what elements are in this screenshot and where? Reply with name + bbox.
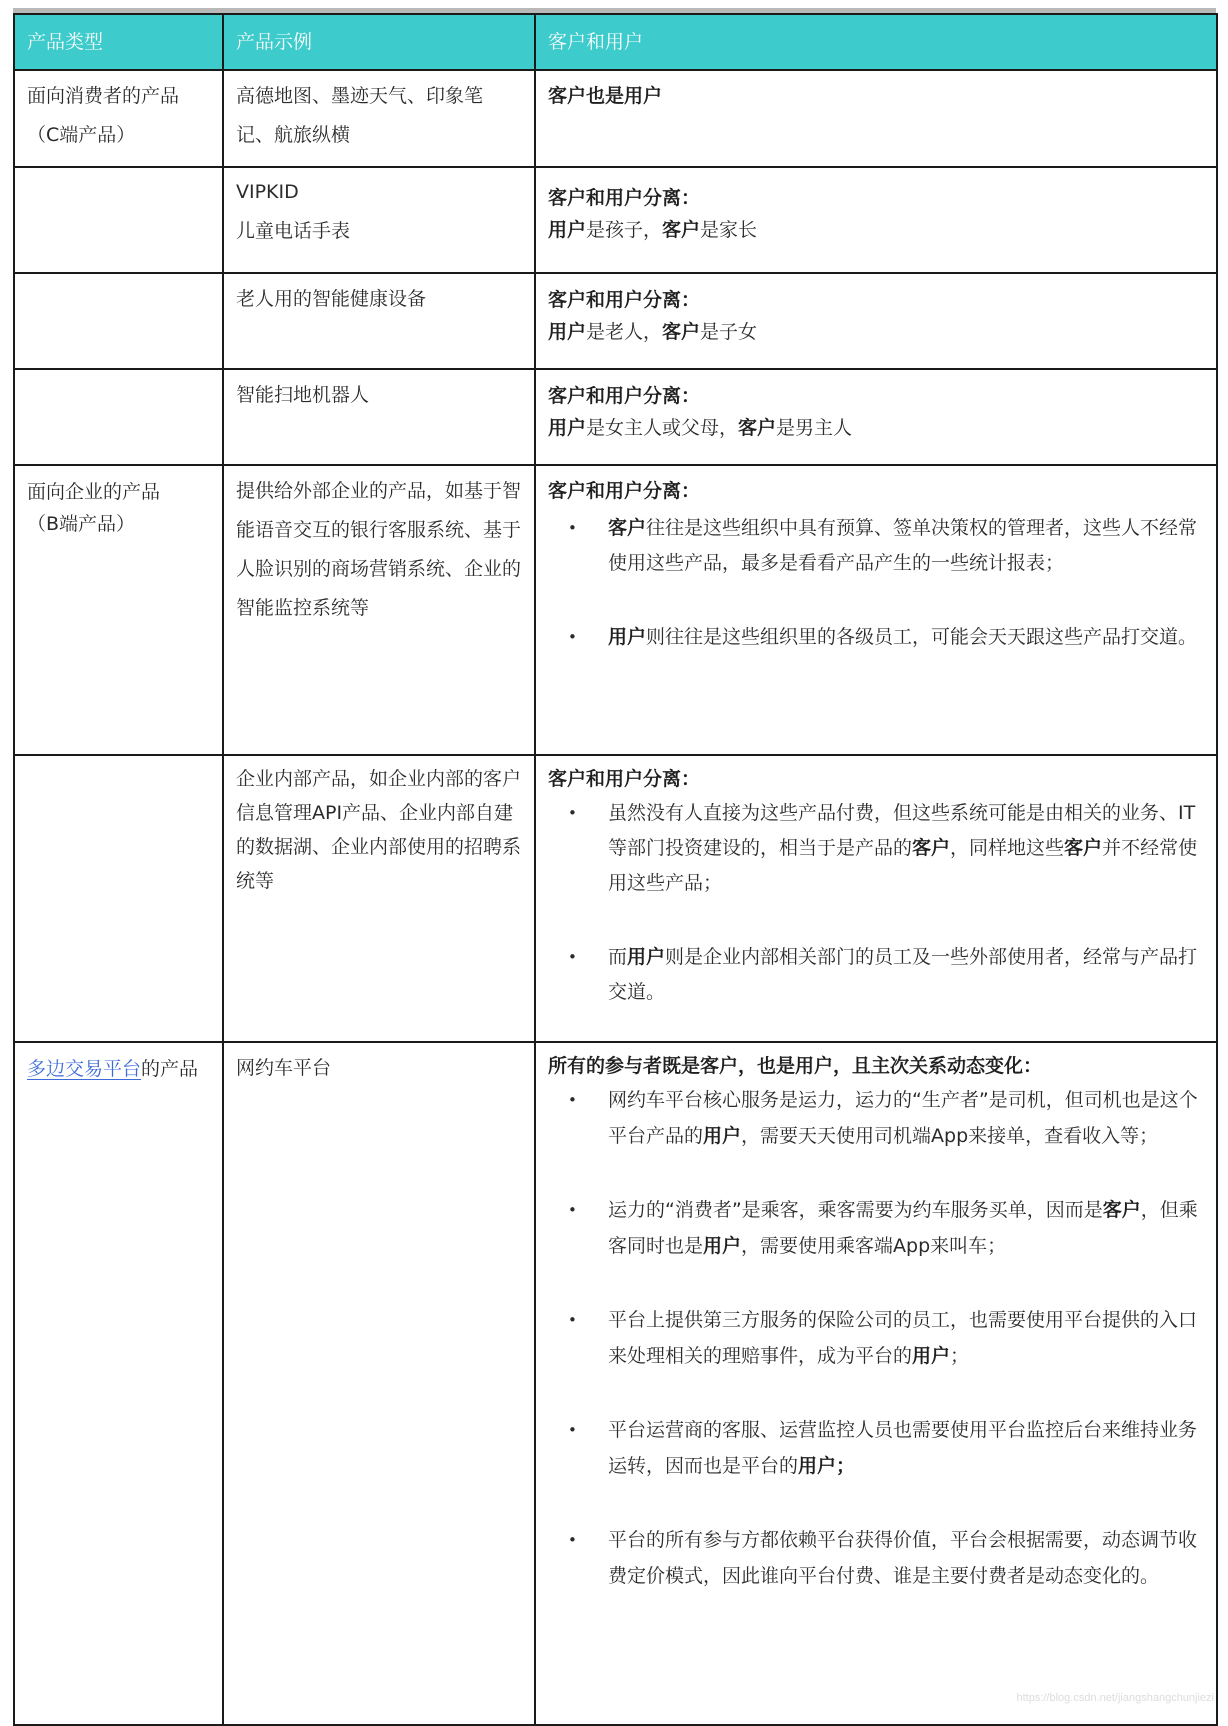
- relation-title: 客户和用户分离：: [548, 768, 701, 790]
- type-text: 面向消费者的产品: [27, 85, 180, 107]
- detail-text: 是家长: [700, 219, 758, 241]
- detail-text: 是子女: [700, 321, 758, 343]
- bold-term: 客户: [662, 219, 701, 241]
- bullet-text: 并不经常使用这些产品；: [608, 837, 1198, 894]
- relation-title: 客户和用户分离：: [548, 187, 701, 209]
- relation-title: 客户也是用户: [548, 85, 663, 107]
- relation-title: 客户和用户分离：: [548, 385, 701, 407]
- bullet-item: [548, 1413, 1204, 1484]
- bullet-text: ，需要使用乘客端App来叫车；: [741, 1234, 1007, 1257]
- bold-term: 用户: [548, 417, 587, 439]
- bold-term: 客户: [738, 417, 777, 439]
- bullet-item: [548, 620, 1204, 655]
- bullet-text: ；: [950, 1344, 970, 1367]
- bullet-text: 往往是这些组织中具有预算、签单决策权的管理者，这些人不经常使用这些产品，最多是看看产品产生的一些统计报表；: [608, 517, 1198, 574]
- example-text: VIPKID: [236, 181, 299, 203]
- bullet-text: 而: [608, 946, 628, 968]
- cell-relation: [535, 1042, 1217, 1725]
- bullet-item: [548, 1083, 1204, 1154]
- relation-detail: [548, 412, 1204, 444]
- table-row: [14, 465, 1217, 755]
- table-row: [14, 369, 1217, 465]
- detail-text: 是孩子，: [586, 219, 663, 241]
- bold-term: 用户: [548, 219, 587, 241]
- detail-text: 是男主人: [776, 417, 853, 439]
- table-row: [14, 70, 1217, 167]
- cell-product-example: [223, 369, 535, 465]
- relation-bullet-list: [548, 511, 1204, 655]
- type-text: 的产品: [141, 1058, 199, 1080]
- type-text: 面向企业的产品: [27, 481, 161, 503]
- bullet-text: 网约车平台核心服务是运力，运力的“生产者”是司机，但司机也是这个平台产品的: [608, 1089, 1198, 1147]
- cell-relation: [535, 167, 1217, 273]
- cell-relation: [535, 755, 1217, 1042]
- bold-term: 客户: [662, 321, 701, 343]
- bullet-item: [548, 511, 1204, 581]
- header-product-type: 产品类型: [14, 14, 223, 70]
- type-subtext: （B端产品）: [27, 513, 136, 535]
- relation-title: 客户和用户分离：: [548, 480, 701, 502]
- header-product-example: 产品示例: [223, 14, 535, 70]
- bullet-item: [548, 1193, 1204, 1264]
- example-text: 网约车平台: [236, 1057, 332, 1079]
- example-text: 企业内部产品，如企业内部的客户信息管理API产品、企业内部自建的数据湖、企业内部使用的招聘系统等: [236, 768, 522, 892]
- cell-relation: [535, 70, 1217, 167]
- bullet-text: 平台的所有参与方都依赖平台获得价值，平台会根据需要，动态调节收费定价模式，因此谁向平台付费、谁是主要付费者是动态变化的。: [608, 1529, 1198, 1587]
- cell-relation: [535, 369, 1217, 465]
- bullet-text: 虽然没有人直接为这些产品付费，但这些系统可能是由相关的业务、IT等部门投资建设的，相当于是产品的: [608, 802, 1196, 859]
- customer-user-table: [13, 13, 1218, 1726]
- detail-text: 是老人，: [586, 321, 663, 343]
- relation-title: 所有的参与者既是客户，也是用户，且主次关系动态变化：: [548, 1055, 1043, 1077]
- relation-detail: [548, 316, 1204, 348]
- cell-relation: [535, 273, 1217, 369]
- bold-term: 客户: [1064, 837, 1103, 859]
- bold-term: 用户: [608, 626, 647, 648]
- bullet-item: [548, 1303, 1204, 1374]
- type-subtext: （C端产品）: [27, 124, 136, 146]
- bold-term: 用户: [548, 321, 587, 343]
- bullet-text: 平台上提供第三方服务的保险公司的员工，也需要使用平台提供的入口来处理相关的理赔事件，成为平台的: [608, 1309, 1198, 1367]
- bullet-text: 运力的“消费者”是乘客，乘客需要为约车服务买单，因而是: [608, 1199, 1103, 1221]
- bold-term: 用户: [703, 1234, 742, 1257]
- table-header-row: [14, 14, 1217, 70]
- table-row: [14, 755, 1217, 1042]
- table-row: [14, 273, 1217, 369]
- cell-product-example: [223, 465, 535, 755]
- bullet-item: [548, 796, 1204, 901]
- bold-term: 用户: [703, 1124, 742, 1147]
- cell-product-type: [14, 1042, 223, 1725]
- example-text: 高德地图、墨迹天气、印象笔: [236, 85, 484, 107]
- multi-sided-platform-link[interactable]: 多边交易平台: [27, 1058, 142, 1080]
- bullet-text: 则是企业内部相关部门的员工及一些外部使用者，经常与产品打交道。: [608, 946, 1198, 1003]
- bullet-item: [548, 1523, 1204, 1594]
- cell-product-example: [223, 1042, 535, 1725]
- bullet-text: 平台运营商的客服、运营监控人员也需要使用平台监控后台来维持业务运转，因而也是平台的: [608, 1419, 1198, 1477]
- bullet-item: [548, 940, 1204, 1010]
- example-text: 记、航旅纵横: [236, 124, 351, 146]
- table-row: [14, 167, 1217, 273]
- table-row: [14, 1042, 1217, 1725]
- cell-product-type: [14, 465, 223, 755]
- cell-product-type: [14, 755, 223, 1042]
- bullet-text: ，需要天天使用司机端App来接单，查看收入等；: [741, 1124, 1159, 1147]
- cell-product-type: [14, 273, 223, 369]
- bullet-text: 则往往是这些组织里的各级员工，可能会天天跟这些产品打交道。: [646, 626, 1198, 648]
- cell-product-example: [223, 167, 535, 273]
- bold-term: 客户: [608, 517, 647, 539]
- relation-title: 客户和用户分离：: [548, 289, 701, 311]
- bold-term: 客户: [912, 837, 951, 859]
- bullet-text: ，但乘客同时也是: [608, 1199, 1198, 1257]
- bullet-text: ，同样地这些: [950, 837, 1065, 859]
- cell-product-type: [14, 369, 223, 465]
- detail-text: 是女主人或父母，: [586, 417, 739, 439]
- cell-product-example: [223, 273, 535, 369]
- example-text: 老人用的智能健康设备: [236, 288, 427, 310]
- bold-term: 用户；: [798, 1454, 856, 1477]
- cell-product-type: [14, 167, 223, 273]
- header-customer-user: 客户和用户: [535, 14, 1217, 70]
- bold-term: 用户: [912, 1344, 951, 1367]
- cell-relation: [535, 465, 1217, 755]
- cell-product-type: [14, 70, 223, 167]
- bold-term: 用户: [627, 946, 666, 968]
- relation-bullet-list: [548, 1083, 1204, 1594]
- example-text: 提供给外部企业的产品，如基于智能语音交互的银行客服系统、基于人脸识别的商场营销系统、企业的智能监控系统等: [236, 480, 522, 619]
- cell-product-example: [223, 70, 535, 167]
- relation-bullet-list: [548, 796, 1204, 1010]
- example-text: 儿童电话手表: [236, 220, 351, 242]
- bold-term: 客户: [1102, 1199, 1141, 1221]
- relation-detail: [548, 214, 1204, 246]
- watermark: https://blog.csdn.net/jiangshangchunjiezi: [1016, 1692, 1214, 1704]
- example-text: 智能扫地机器人: [236, 384, 370, 406]
- cell-product-example: [223, 755, 535, 1042]
